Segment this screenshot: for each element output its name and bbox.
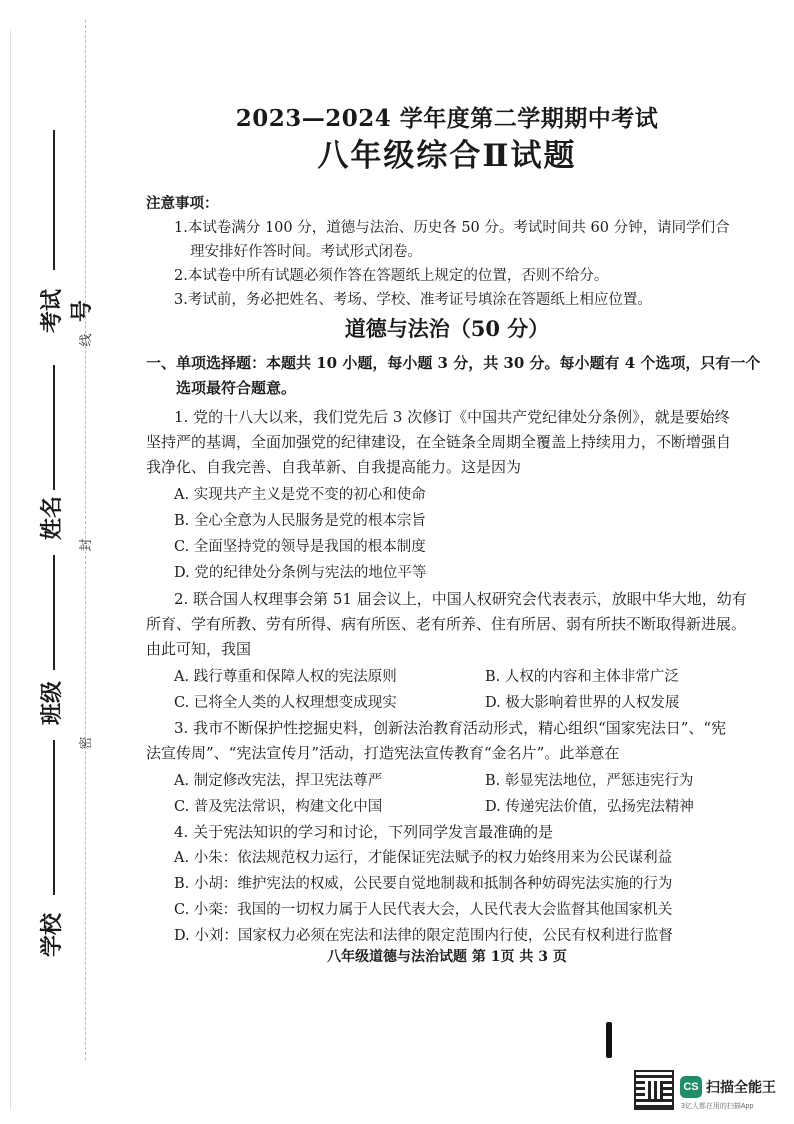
notice-line-3: 3.考试前，务必把姓名、考场、学校、准考证号填涂在答题纸上相应位置。 bbox=[174, 292, 652, 308]
notice-line-1b: 理安排好作答时间。考试形式闭卷。 bbox=[190, 244, 422, 260]
school-blank bbox=[53, 740, 55, 895]
q1-stem-line-1: 1. 党的十八大以来，我们党先后 3 次修订《中国共产党纪律处分条例》，就是要始终 bbox=[174, 408, 730, 426]
q2-stem-line-1: 2. 联合国人权理事会第 51 届会议上，中国人权研究会代表表示，放眼中华大地，幼有 bbox=[174, 590, 747, 608]
part-instruction-2: 选项最符合题意。 bbox=[176, 379, 297, 397]
seal-close-char: 密 bbox=[79, 736, 94, 750]
notice-line-1a: 1.本试卷满分 100 分，道德与法治、历史各 50 分。考试时间共 60 分钟，请同学们合 bbox=[174, 220, 730, 236]
q3-option-c: C. 普及宪法常识，构建文化中国 bbox=[174, 799, 383, 815]
q4-option-c: C. 小栾：我国的一切权力属于人民代表大会，人民代表大会监督其他国家机关 bbox=[174, 902, 673, 918]
section-title: 道德与法治（50 分） bbox=[344, 316, 550, 341]
notice-line-2: 2.本试卷中所有试题必须作答在答题纸上规定的位置，否则不给分。 bbox=[174, 268, 609, 284]
q4-stem-line-1: 4. 关于宪法知识的学习和讨论，下列同学发言最准确的是 bbox=[174, 823, 554, 841]
q2-option-c: C. 已将全人类的人权理想变成现实 bbox=[174, 695, 397, 711]
camscanner-logo-icon: CS bbox=[680, 1076, 702, 1098]
q3-option-b: B. 彰显宪法地位，严惩违宪行为 bbox=[485, 773, 694, 789]
class-label: 班级 bbox=[39, 681, 65, 726]
q2-stem-line-3: 由此可知，我国 bbox=[146, 640, 252, 658]
q2-option-b: B. 人权的内容和主体非常广泛 bbox=[485, 669, 679, 685]
q1-stem-line-2: 坚持严的基调，全面加强党的纪律建设，在全链条全周期全覆盖上持续用力，不断增强自 bbox=[146, 433, 732, 451]
paper-title: 八年级综合Ⅱ试题 bbox=[317, 138, 577, 174]
scan-mark bbox=[606, 1022, 612, 1058]
q1-option-d: D. 党的纪律处分条例与宪法的地位平等 bbox=[174, 565, 427, 581]
q3-option-a: A. 制定修改宪法，捍卫宪法尊严 bbox=[174, 773, 383, 789]
exam-year-title: 2023—2024 学年度第二学期期中考试 bbox=[235, 105, 659, 132]
q4-option-d: D. 小刘：国家权力必须在宪法和法律的限定范围内行使，公民有权利进行监督 bbox=[174, 928, 673, 944]
q2-stem-line-2: 所育、学有所教、劳有所得、病有所医、老有所养、住有所居、弱有所扶不断取得新进展。 bbox=[146, 615, 747, 633]
class-blank bbox=[53, 555, 55, 670]
q4-option-b: B. 小胡：维护宪法的权威，公民要自觉地制裁和抵制各种妨碍宪法实施的行为 bbox=[174, 876, 673, 892]
page-footer: 八年级道德与法治试题 第 1页 共 3 页 bbox=[327, 949, 567, 965]
q2-option-d: D. 极大影响着世界的人权发展 bbox=[485, 695, 680, 711]
qr-code-pattern bbox=[645, 1081, 663, 1099]
part-instruction-1: 一、单项选择题：本题共 10 小题，每小题 3 分，共 30 分。每小题有 4 个选项，只有一个 bbox=[146, 354, 761, 372]
q1-option-c: C. 全面坚持党的领导是我国的根本制度 bbox=[174, 539, 426, 555]
exam-number-label: 考试号 bbox=[39, 289, 95, 334]
q3-stem-line-1: 3. 我市不断保护性挖掘史料，创新法治教育活动形式，精心组织“国家宪法日”、“宪 bbox=[174, 719, 727, 737]
seal-seal-char: 封 bbox=[79, 538, 94, 552]
page-edge bbox=[10, 30, 11, 1110]
q1-stem-line-3: 我净化、自我完善、自我革新、自我提高能力。这是因为 bbox=[146, 458, 522, 476]
q1-option-a: A. 实现共产主义是党不变的初心和使命 bbox=[174, 487, 426, 503]
q3-stem-line-2: 法宣传周”、“宪法宣传月”活动，打造宪法宣传教育“金名片”。此举意在 bbox=[146, 744, 620, 762]
q2-option-a: A. 践行尊重和保障人权的宪法原则 bbox=[174, 669, 397, 685]
scanner-tagline: 3亿人都在用的扫描App bbox=[681, 1103, 754, 1110]
notice-heading: 注意事项： bbox=[146, 195, 219, 212]
scanner-app-name: 扫描全能王 bbox=[706, 1079, 776, 1095]
q4-option-a: A. 小朱：依法规范权力运行，才能保证宪法赋予的权力始终用来为公民谋利益 bbox=[174, 850, 673, 866]
q1-option-b: B. 全心全意为人民服务是党的根本宗旨 bbox=[174, 513, 426, 529]
seal-line-char: 线 bbox=[79, 333, 94, 347]
exam-number-blank bbox=[53, 130, 55, 270]
student-name-label: 姓名 bbox=[39, 496, 65, 541]
q3-option-d: D. 传递宪法价值，弘扬宪法精神 bbox=[485, 799, 694, 815]
school-label: 学校 bbox=[39, 913, 65, 958]
student-name-blank bbox=[53, 365, 55, 490]
